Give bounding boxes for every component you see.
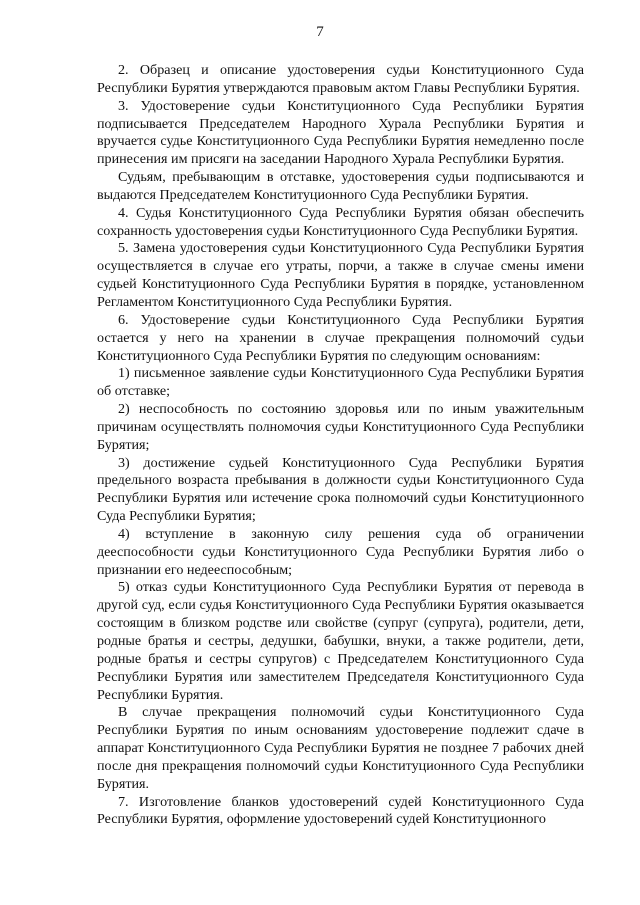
paragraph-2-sample-description: 2. Образец и описание удостоверения судьи Конституционного Суда Республики Бурятия утверждаются правовым актом Главы Республики Бурятия. xyxy=(97,62,584,96)
list-item-2: 2) неспособность по состоянию здоровья или по иным уважительным причинам осуществлять полномочия судьи Конституционного Суда Республики Бурятия; xyxy=(97,401,584,453)
paragraph-7-blank-production: 7. Изготовление бланков удостоверений судей Конституционного Суда Республики Бурятия, оформление удостоверений судей Конституционного xyxy=(97,793,584,828)
paragraph-surrender-other-grounds: В случае прекращения полномочий судьи Конституционного Суда Республики Бурятия по иным основаниям удостоверение подлежит сдаче в аппарат Конституционного Суда Республики Бурятия не позднее 7 рабочих дней после дня прекращения полномочий судьи Конституционного Суда Республики Бурятия. xyxy=(97,704,584,792)
list-item-4: 4) вступление в законную силу решения суда об ограничении дееспособности судьи Конституционного Суда Республики Бурятия либо о признании его недееспособным; xyxy=(97,525,584,578)
list-item-3: 3) достижение судьей Конституционного Суда Республики Бурятия предельного возраста пребывания в должности судьи Конституционного Суда Республики Бурятия или истечение срока полномочий судьи Конституционного Суда Республики Бурятия; xyxy=(97,454,584,525)
document-body xyxy=(97,62,584,829)
paragraph-3-signing-and-handover: 3. Удостоверение судьи Конституционного Суда Республики Бурятия подписывается Председателем Народного Хурала Республики Бурятия и вручается судье Конституционного Суда Республики Бурятия немедленно после принесения им присяги на заседании Народного Хурала Республики Бурятия. xyxy=(97,97,584,168)
paragraph-4-safekeeping: 4. Судья Конституционного Суда Республики Бурятия обязан обеспечить сохранность удостоверения судьи Конституционного Суда Республики Бурятия. xyxy=(97,204,584,239)
paragraph-5-replacement: 5. Замена удостоверения судьи Конституционного Суда Республики Бурятия осуществляется в случае его утраты, порчи, а также в случае смены имени судьей Конституционного Суда Республики Бурятия в порядке, установленном Регламентом Конституционного Суда Республики Бурятия. xyxy=(97,240,584,310)
list-item-5: 5) отказ судьи Конституционного Суда Республики Бурятия от перевода в другой суд, если судья Конституционного Суда Республики Бурятия оказывается состоящим в близком родстве или свойстве (супруг (супруга), родители, дети, родные братья и сестры, дедушки, бабушки, внуки, а также родители, дети, родные братья и сестры супругов) с Председателем Конституционного Суда Республики Бурятия или заместителем Председателя Конституционного Суда Республики Бурятия. xyxy=(97,579,584,703)
paragraph-6-retention-grounds: 6. Удостоверение судьи Конституционного Суда Республики Бурятия остается у него на хранении в случае прекращения полномочий судьи Конституционного Суда Республики Бурятия по следующим основаниям: xyxy=(97,311,584,364)
paragraph-retired-judges: Судьям, пребывающим в отставке, удостоверения судьи подписываются и выдаются Председателем Конституционного Суда Республики Бурятия. xyxy=(97,169,584,203)
list-item-1: 1) письменное заявление судьи Конституционного Суда Республики Бурятия об отставке; xyxy=(97,365,584,400)
page-number: 7 xyxy=(316,24,324,40)
